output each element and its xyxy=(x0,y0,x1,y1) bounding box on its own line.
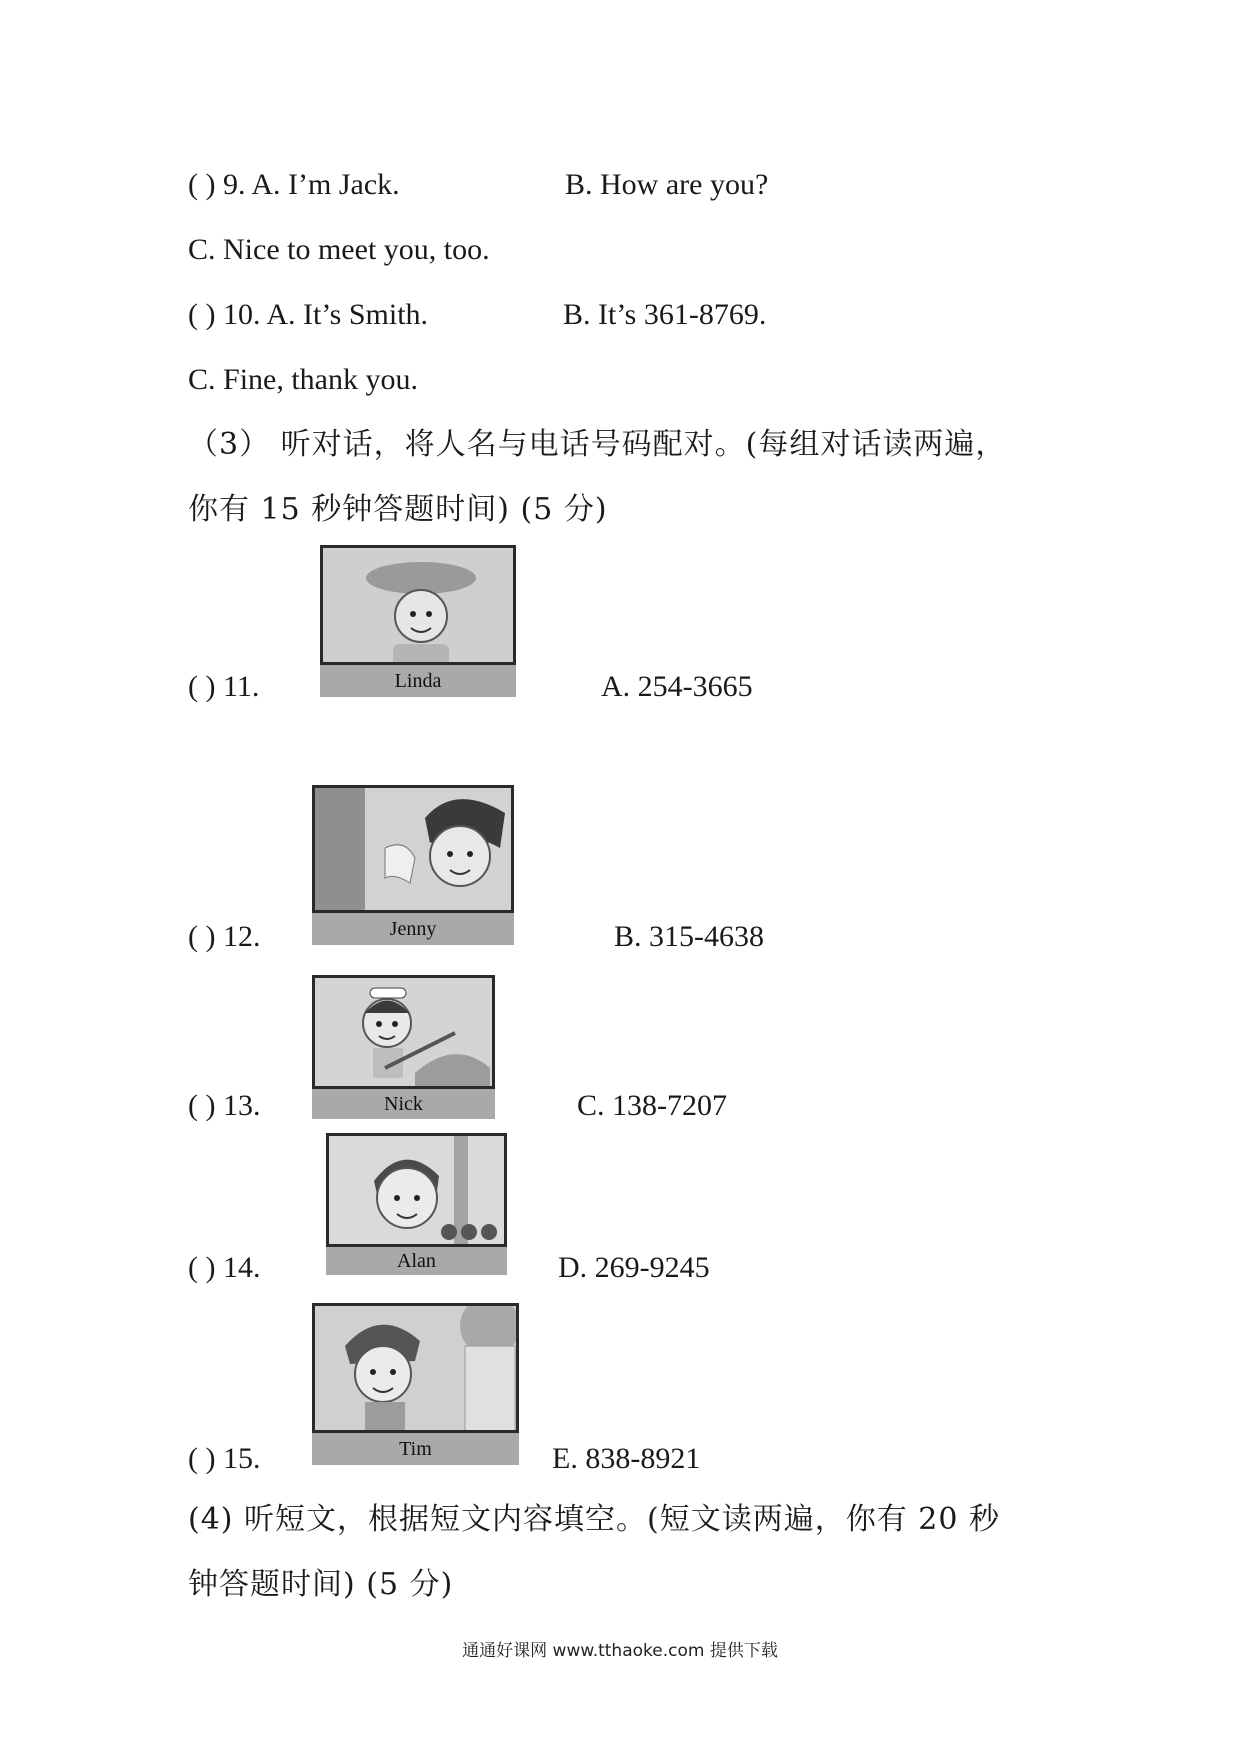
phone-option-c: C. 138-7207 xyxy=(577,1089,727,1122)
item-12-line xyxy=(188,922,260,952)
phone-option-a: A. 254-3665 xyxy=(601,670,753,703)
option-a: A. It’s Smith. xyxy=(266,298,429,331)
item-11-line xyxy=(188,672,259,702)
answer-paren[interactable]: ( ) xyxy=(188,1251,216,1284)
answer-paren[interactable]: ( ) xyxy=(188,1089,216,1122)
option-a: A. I’m Jack. xyxy=(251,168,400,201)
question-number: 14. xyxy=(222,1251,261,1284)
q9-line xyxy=(188,170,400,200)
section4-heading-line1: (4) 听短文，根据短文内容填空。(短文读两遍，你有 20 秒 xyxy=(188,1502,1000,1537)
section3-heading-line1: （3） 听对话，将人名与电话号码配对。(每组对话读两遍， xyxy=(188,427,1007,462)
linda-picture xyxy=(320,545,516,665)
q9-option-c: C. Nice to meet you, too. xyxy=(188,233,490,266)
phone-option-e: E. 838-8921 xyxy=(552,1442,701,1475)
item-15-line xyxy=(188,1444,260,1474)
tim-picture xyxy=(312,1303,519,1433)
item-14-line xyxy=(188,1253,260,1283)
nick-picture xyxy=(312,975,495,1089)
alan-picture xyxy=(326,1133,507,1247)
answer-paren[interactable]: ( ) xyxy=(188,298,216,331)
alan-name-label: Alan xyxy=(326,1247,507,1275)
question-number: 9. xyxy=(222,168,246,201)
question-number: 11. xyxy=(222,670,260,703)
q10-option-b: B. It’s 361-8769. xyxy=(563,298,767,331)
section4-heading-line2: 钟答题时间) (5 分) xyxy=(188,1567,454,1602)
question-number: 15. xyxy=(222,1442,261,1475)
q10-line xyxy=(188,300,428,330)
footer-credit: 通通好课网 www.tthaoke.com 提供下载 xyxy=(462,1641,778,1661)
nick-name-label: Nick xyxy=(312,1089,495,1119)
tim-name-label: Tim xyxy=(312,1433,519,1465)
answer-paren[interactable]: ( ) xyxy=(188,670,216,703)
jenny-name-label: Jenny xyxy=(312,913,514,945)
linda-name-label: Linda xyxy=(320,665,516,697)
question-number: 10. xyxy=(222,298,261,331)
item-13-line xyxy=(188,1091,260,1121)
q9-option-b: B. How are you? xyxy=(565,168,769,201)
question-number: 13. xyxy=(222,1089,261,1122)
answer-paren[interactable]: ( ) xyxy=(188,168,216,201)
answer-paren[interactable]: ( ) xyxy=(188,1442,216,1475)
phone-option-b: B. 315-4638 xyxy=(614,920,764,953)
phone-option-d: D. 269-9245 xyxy=(558,1251,710,1284)
answer-paren[interactable]: ( ) xyxy=(188,920,216,953)
jenny-picture xyxy=(312,785,514,913)
question-number: 12. xyxy=(222,920,261,953)
q10-option-c: C. Fine, thank you. xyxy=(188,363,418,396)
section3-heading-line2: 你有 15 秒钟答题时间) (5 分) xyxy=(188,492,608,527)
